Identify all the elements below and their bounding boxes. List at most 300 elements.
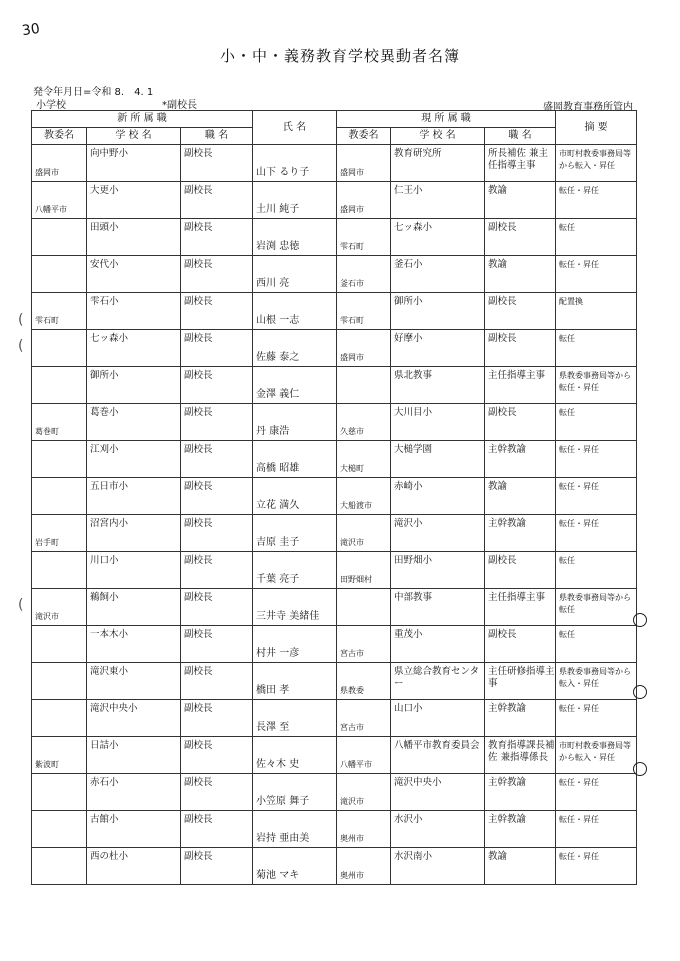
current-board-cell: [337, 700, 391, 737]
remarks-cell: [556, 145, 637, 182]
new-school-cell: [87, 293, 181, 330]
name-text: 佐藤 泰之: [256, 352, 300, 363]
remarks-text: 転任・昇任: [559, 852, 600, 861]
name-cell: [253, 663, 337, 700]
new-board-cell: [32, 182, 87, 219]
new-position-text: 副校長: [184, 703, 213, 714]
new-position-cell: [181, 515, 253, 552]
current-school-cell: [391, 404, 485, 441]
current-school-text: 仁王小: [394, 185, 423, 196]
new-board-cell: [32, 848, 87, 885]
new-board-text: 雫石町: [35, 316, 59, 325]
current-position-cell: [485, 478, 556, 515]
new-position-text: 副校長: [184, 259, 213, 270]
current-position-text: 副校長: [488, 407, 517, 418]
current-school-cell: [391, 774, 485, 811]
new-school-text: 一本木小: [90, 629, 129, 640]
current-position-cell: [485, 515, 556, 552]
remarks-text: 市町村教委事務局等から転入・昇任: [559, 149, 632, 170]
header-current-position: 職 名: [485, 128, 556, 145]
table-row: [32, 441, 637, 478]
current-position-text: 副校長: [488, 296, 517, 307]
new-school-text: 五日市小: [90, 481, 129, 492]
current-school-cell: [391, 293, 485, 330]
name-cell: [253, 441, 337, 478]
remarks-cell: [556, 293, 637, 330]
new-position-text: 副校長: [184, 555, 213, 566]
new-position-cell: [181, 330, 253, 367]
current-position-text: 所長補佐 兼主任指導主事: [488, 148, 549, 171]
current-board-cell: [337, 404, 391, 441]
new-school-text: 沼宮内小: [90, 518, 129, 529]
remarks-cell: [556, 589, 637, 626]
remarks-cell: [556, 256, 637, 293]
current-position-cell: [485, 441, 556, 478]
name-cell: [253, 145, 337, 182]
name-cell: [253, 515, 337, 552]
new-position-text: 副校長: [184, 851, 213, 862]
current-school-text: 御所小: [394, 296, 423, 307]
current-school-text: 重茂小: [394, 629, 423, 640]
current-board-text: 宮古市: [340, 723, 365, 732]
remarks-text: 転任: [559, 408, 576, 417]
new-school-cell: [87, 626, 181, 663]
new-school-cell: [87, 774, 181, 811]
new-school-text: 滝沢中央小: [90, 703, 138, 714]
current-school-cell: [391, 145, 485, 182]
current-position-text: 教育指導課長補佐 兼指導係長: [488, 740, 555, 763]
current-board-cell: [337, 811, 391, 848]
current-board-text: 盛岡市: [340, 353, 365, 362]
remarks-cell: [556, 663, 637, 700]
current-school-text: 滝沢中央小: [394, 777, 442, 788]
current-school-text: 水沢南小: [394, 851, 433, 862]
new-position-text: 副校長: [184, 222, 213, 233]
name-cell: [253, 811, 337, 848]
position-filter: *副校長: [162, 100, 197, 111]
new-position-text: 副校長: [184, 407, 213, 418]
current-board-cell: [337, 663, 391, 700]
current-school-cell: [391, 811, 485, 848]
current-board-cell: [337, 441, 391, 478]
name-text: 山根 一志: [256, 315, 300, 326]
current-position-text: 教諭: [488, 185, 508, 196]
new-position-text: 副校長: [184, 740, 213, 751]
current-position-cell: [485, 774, 556, 811]
current-school-text: 釜石小: [394, 259, 423, 270]
new-school-text: 向中野小: [90, 148, 129, 159]
new-school-cell: [87, 256, 181, 293]
remarks-text: 転任・昇任: [559, 260, 600, 269]
current-board-cell: [337, 552, 391, 589]
current-school-text: 滝沢小: [394, 518, 423, 529]
header-current-school: 学 校 名: [391, 128, 485, 145]
new-position-text: 副校長: [184, 185, 213, 196]
new-board-text: 盛岡市: [35, 168, 59, 177]
name-cell: [253, 256, 337, 293]
current-school-text: 中部教事: [394, 592, 433, 603]
new-school-text: 赤石小: [90, 777, 119, 788]
remarks-cell: [556, 848, 637, 885]
header-name: 氏 名: [253, 111, 337, 145]
header-current-board: 教委名: [337, 128, 391, 145]
new-board-cell: [32, 219, 87, 256]
punch-mark: (: [18, 312, 24, 328]
remarks-text: 転任・昇任: [559, 778, 600, 787]
jurisdiction: 盛岡教育事務所管内: [543, 102, 633, 113]
new-board-cell: [32, 256, 87, 293]
new-school-cell: [87, 811, 181, 848]
name-cell: [253, 404, 337, 441]
remarks-text: 転任・昇任: [559, 482, 600, 491]
table-row: [32, 219, 637, 256]
name-text: 吉原 圭子: [256, 537, 300, 548]
current-position-text: 教諭: [488, 259, 508, 270]
remarks-text: 市町村教委事務局等から転入・昇任: [559, 741, 632, 762]
current-position-cell: [485, 219, 556, 256]
name-text: 高橋 昭雄: [256, 463, 300, 474]
current-board-text: 盛岡市: [340, 205, 365, 214]
new-board-cell: [32, 589, 87, 626]
current-school-text: 山口小: [394, 703, 423, 714]
new-board-cell: [32, 737, 87, 774]
current-position-cell: [485, 663, 556, 700]
current-position-cell: [485, 404, 556, 441]
current-school-text: 県立総合教育センター: [394, 666, 480, 689]
new-position-text: 副校長: [184, 518, 213, 529]
new-position-cell: [181, 441, 253, 478]
new-position-cell: [181, 552, 253, 589]
new-school-cell: [87, 552, 181, 589]
issue-date: 発令年月日=令和 8. 4. 1: [33, 87, 154, 98]
new-board-cell: [32, 700, 87, 737]
current-board-cell: [337, 515, 391, 552]
new-board-cell: [32, 552, 87, 589]
remarks-cell: [556, 774, 637, 811]
new-position-text: 副校長: [184, 592, 213, 603]
table-row: [32, 663, 637, 700]
name-cell: [253, 330, 337, 367]
current-board-text: 宮古市: [340, 649, 365, 658]
current-position-text: 教諭: [488, 481, 508, 492]
current-board-text: 大船渡市: [340, 501, 373, 510]
current-board-text: 八幡平市: [340, 760, 373, 769]
new-position-cell: [181, 256, 253, 293]
document-title: 小・中・義務教育学校異動者名簿: [219, 47, 460, 65]
current-board-text: 滝沢市: [340, 538, 365, 547]
new-school-cell: [87, 700, 181, 737]
table-row: [32, 848, 637, 885]
new-school-cell: [87, 663, 181, 700]
header-new-board: 教委名: [32, 128, 87, 145]
current-board-text: 雫石町: [340, 242, 365, 251]
current-school-cell: [391, 626, 485, 663]
new-school-text: 大更小: [90, 185, 119, 196]
header-new-post: 新 所 属 職: [32, 111, 253, 128]
remarks-text: 転任: [559, 630, 576, 639]
new-school-text: 安代小: [90, 259, 119, 270]
current-position-cell: [485, 848, 556, 885]
remarks-text: 県教委事務局等から転任: [559, 593, 632, 614]
new-school-text: 江刈小: [90, 444, 119, 455]
school-type: 小学校: [36, 100, 66, 111]
new-position-cell: [181, 404, 253, 441]
new-position-text: 副校長: [184, 629, 213, 640]
table-row: [32, 182, 637, 219]
remarks-cell: [556, 219, 637, 256]
table-row: [32, 811, 637, 848]
name-cell: [253, 293, 337, 330]
name-text: 土川 純子: [256, 204, 300, 215]
current-board-cell: [337, 774, 391, 811]
current-position-text: 副校長: [488, 333, 517, 344]
name-cell: [253, 737, 337, 774]
new-position-cell: [181, 848, 253, 885]
new-school-text: 葛巻小: [90, 407, 119, 418]
current-school-cell: [391, 552, 485, 589]
header-new-position: 職 名: [181, 128, 253, 145]
current-board-cell: [337, 848, 391, 885]
new-position-cell: [181, 145, 253, 182]
current-school-text: 八幡平市教育委員会: [394, 740, 480, 751]
remarks-text: 県教委事務局等から転入・昇任: [559, 667, 632, 688]
new-board-cell: [32, 774, 87, 811]
new-board-cell: [32, 293, 87, 330]
remarks-text: 配置換: [559, 297, 584, 306]
name-text: 三井寺 美緒佳: [256, 611, 320, 622]
current-board-text: 県教委: [340, 686, 365, 695]
current-board-text: 奥州市: [340, 834, 365, 843]
remarks-cell: [556, 441, 637, 478]
current-school-cell: [391, 219, 485, 256]
name-text: 橋田 孝: [256, 685, 290, 696]
name-cell: [253, 478, 337, 515]
current-position-cell: [485, 552, 556, 589]
name-cell: [253, 626, 337, 663]
current-position-text: 主幹教諭: [488, 814, 527, 825]
new-school-text: 鵜飼小: [90, 592, 119, 603]
current-school-text: 七ッ森小: [394, 222, 433, 233]
remarks-cell: [556, 552, 637, 589]
new-position-text: 副校長: [184, 296, 213, 307]
remarks-cell: [556, 737, 637, 774]
new-school-cell: [87, 478, 181, 515]
remarks-cell: [556, 404, 637, 441]
remarks-cell: [556, 367, 637, 404]
current-position-text: 副校長: [488, 629, 517, 640]
current-position-text: 主幹教諭: [488, 703, 527, 714]
new-position-cell: [181, 774, 253, 811]
remarks-cell: [556, 700, 637, 737]
new-position-cell: [181, 700, 253, 737]
current-board-cell: [337, 145, 391, 182]
new-school-cell: [87, 182, 181, 219]
current-position-text: 主任指導主事: [488, 370, 546, 381]
table-row: [32, 145, 637, 182]
current-position-cell: [485, 626, 556, 663]
current-board-text: 田野畑村: [340, 575, 373, 584]
header-remarks: 摘 要: [556, 111, 637, 145]
current-school-cell: [391, 182, 485, 219]
current-school-text: 赤崎小: [394, 481, 423, 492]
new-position-cell: [181, 182, 253, 219]
remarks-cell: [556, 478, 637, 515]
current-position-text: 主任研修指導主事: [488, 666, 555, 689]
new-position-text: 副校長: [184, 333, 213, 344]
new-board-text: 岩手町: [35, 538, 59, 547]
table-row: [32, 552, 637, 589]
current-position-cell: [485, 256, 556, 293]
current-board-cell: [337, 256, 391, 293]
new-position-cell: [181, 219, 253, 256]
current-position-cell: [485, 737, 556, 774]
new-position-cell: [181, 293, 253, 330]
name-text: 立花 満久: [256, 500, 300, 511]
name-text: 丹 康浩: [256, 426, 290, 437]
table-row: [32, 700, 637, 737]
current-board-text: 滝沢市: [340, 797, 365, 806]
margin-circle-mark: [633, 613, 647, 627]
current-school-cell: [391, 848, 485, 885]
current-board-text: 釜石市: [340, 279, 365, 288]
current-school-cell: [391, 663, 485, 700]
new-position-text: 副校長: [184, 148, 213, 159]
remarks-text: 転任: [559, 556, 576, 565]
new-position-cell: [181, 811, 253, 848]
new-board-text: 葛巻町: [35, 427, 59, 436]
table-row: [32, 293, 637, 330]
current-school-cell: [391, 367, 485, 404]
current-school-cell: [391, 737, 485, 774]
new-school-text: 七ッ森小: [90, 333, 129, 344]
name-cell: [253, 219, 337, 256]
name-text: 佐々木 史: [256, 759, 300, 770]
new-school-text: 川口小: [90, 555, 119, 566]
header-current-post: 現 所 属 職: [337, 111, 556, 128]
current-school-text: 県北教事: [394, 370, 433, 381]
name-text: 小笠原 舞子: [256, 796, 310, 807]
current-school-cell: [391, 589, 485, 626]
name-cell: [253, 700, 337, 737]
remarks-text: 転任・昇任: [559, 704, 600, 713]
new-school-cell: [87, 367, 181, 404]
new-board-cell: [32, 330, 87, 367]
current-board-text: 盛岡市: [340, 168, 365, 177]
current-position-cell: [485, 700, 556, 737]
name-text: 菊池 マキ: [256, 870, 300, 881]
name-text: 金澤 義仁: [256, 389, 300, 400]
new-school-cell: [87, 219, 181, 256]
name-cell: [253, 552, 337, 589]
table-row: [32, 404, 637, 441]
new-position-cell: [181, 663, 253, 700]
remarks-cell: [556, 330, 637, 367]
new-school-cell: [87, 848, 181, 885]
current-school-text: 田野畑小: [394, 555, 433, 566]
current-position-text: 主幹教諭: [488, 518, 527, 529]
name-cell: [253, 182, 337, 219]
page-number-mark: 30: [20, 20, 41, 40]
table-row: [32, 737, 637, 774]
new-school-text: 滝沢東小: [90, 666, 129, 677]
new-school-text: 古館小: [90, 814, 119, 825]
name-text: 岩持 亜由美: [256, 833, 310, 844]
current-position-text: 主任指導主事: [488, 592, 546, 603]
transfer-table: [31, 110, 637, 885]
current-position-text: 副校長: [488, 555, 517, 566]
new-position-text: 副校長: [184, 481, 213, 492]
current-position-cell: [485, 182, 556, 219]
current-position-cell: [485, 330, 556, 367]
new-position-cell: [181, 626, 253, 663]
current-board-text: 雫石町: [340, 316, 365, 325]
current-position-text: 主幹教諭: [488, 777, 527, 788]
new-school-text: 田頭小: [90, 222, 119, 233]
remarks-text: 転任・昇任: [559, 815, 600, 824]
current-position-text: 主幹教諭: [488, 444, 527, 455]
new-position-cell: [181, 478, 253, 515]
current-position-text: 副校長: [488, 222, 517, 233]
new-board-cell: [32, 626, 87, 663]
new-position-text: 副校長: [184, 444, 213, 455]
remarks-cell: [556, 515, 637, 552]
new-board-text: 紫波町: [35, 760, 59, 769]
new-position-cell: [181, 367, 253, 404]
current-board-text: 奥州市: [340, 871, 365, 880]
table-row: [32, 478, 637, 515]
current-school-cell: [391, 441, 485, 478]
margin-circle-mark: [633, 685, 647, 699]
new-board-text: 滝沢市: [35, 612, 59, 621]
current-board-cell: [337, 626, 391, 663]
new-school-text: 雫石小: [90, 296, 119, 307]
current-board-cell: [337, 182, 391, 219]
remarks-cell: [556, 811, 637, 848]
new-board-cell: [32, 145, 87, 182]
current-school-text: 水沢小: [394, 814, 423, 825]
name-text: 岩渕 忠徳: [256, 241, 300, 252]
current-position-cell: [485, 589, 556, 626]
name-cell: [253, 848, 337, 885]
remarks-text: 転任: [559, 334, 576, 343]
margin-circle-mark: [633, 762, 647, 776]
name-cell: [253, 367, 337, 404]
new-board-cell: [32, 515, 87, 552]
name-cell: [253, 589, 337, 626]
table-row: [32, 515, 637, 552]
header-new-school: 学 校 名: [87, 128, 181, 145]
current-position-cell: [485, 811, 556, 848]
new-school-text: 日詰小: [90, 740, 119, 751]
current-position-cell: [485, 293, 556, 330]
new-board-cell: [32, 441, 87, 478]
new-school-cell: [87, 330, 181, 367]
current-board-cell: [337, 478, 391, 515]
current-board-cell: [337, 737, 391, 774]
table-row: [32, 256, 637, 293]
new-board-cell: [32, 663, 87, 700]
table-row: [32, 367, 637, 404]
table-row: [32, 330, 637, 367]
new-school-text: 西の杜小: [90, 851, 129, 862]
current-school-cell: [391, 330, 485, 367]
current-school-text: 大川目小: [394, 407, 433, 418]
new-board-text: 八幡平市: [35, 205, 67, 214]
current-board-cell: [337, 589, 391, 626]
new-board-cell: [32, 478, 87, 515]
punch-mark: (: [18, 597, 24, 613]
current-school-cell: [391, 478, 485, 515]
